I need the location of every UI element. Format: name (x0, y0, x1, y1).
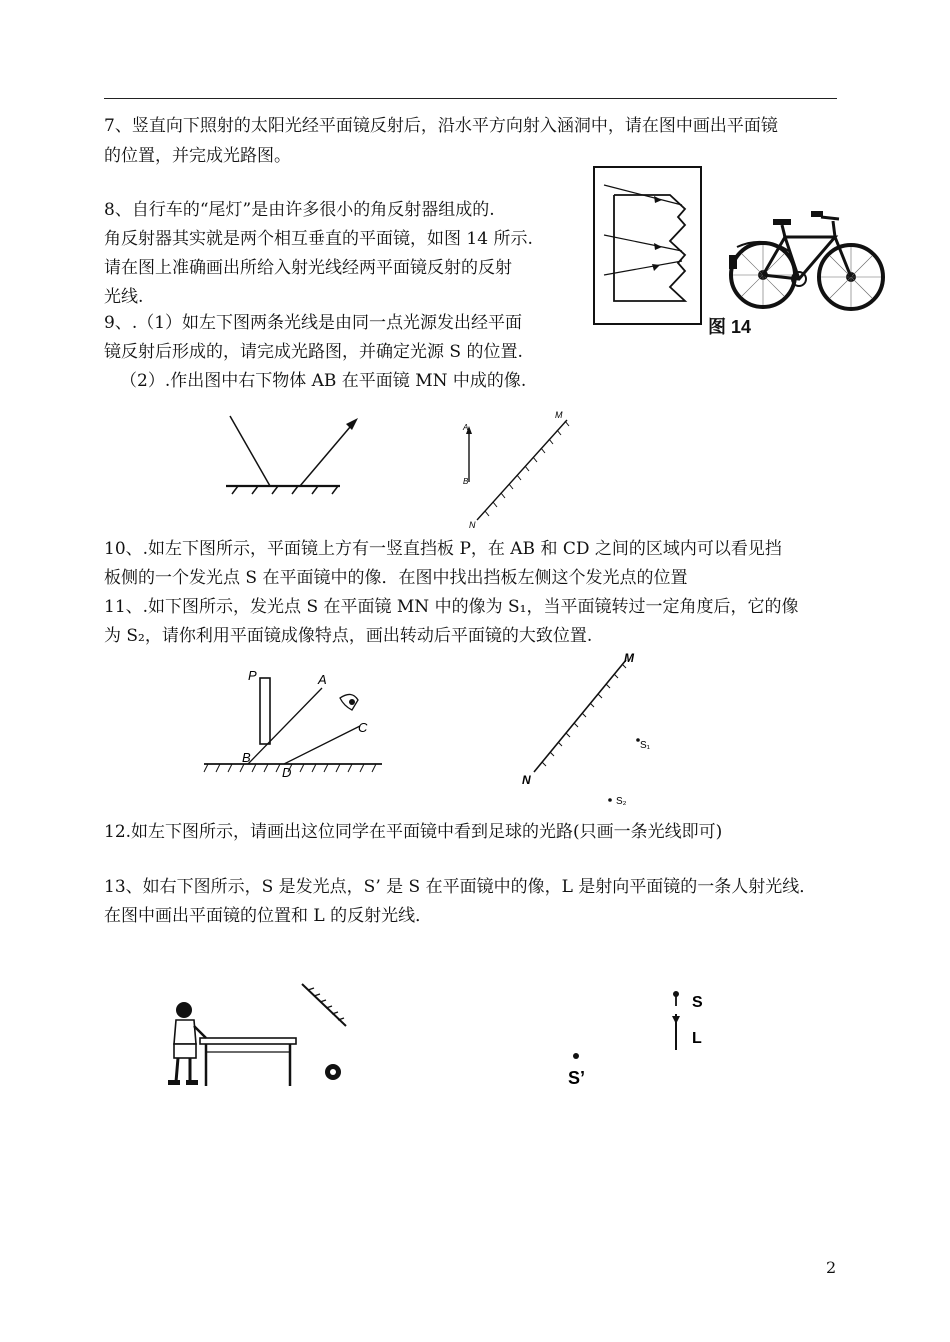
label-s: S (692, 994, 703, 1011)
source-image-ray-figure (560, 982, 720, 1092)
q7-line1: 7、竖直向下照射的太阳光经平面镜反射后，沿水平方向射入涵洞中，请在图中画出平面镜 (104, 116, 778, 136)
q8-line1: 8、自行车的“尾灯”是由许多很小的角反射器组成的. (104, 200, 495, 220)
q8-line3: 请在图上准确画出所给入射光线经两平面镜反射的反射 (104, 258, 512, 278)
fig14-caption: 图 14 (708, 317, 752, 337)
label-c: C (358, 720, 368, 735)
barrier-mirror-figure (200, 662, 385, 782)
two-rays-mirror-figure (222, 408, 372, 500)
label-p: P (248, 668, 257, 683)
label-s-prime: S’ (568, 1068, 586, 1088)
label-m: M (624, 651, 634, 665)
rotating-mirror-figure (518, 648, 668, 808)
label-m: M (555, 410, 563, 420)
q8-line2: 角反射器其实就是两个相互垂直的平面镜，如图 14 所示. (104, 229, 533, 249)
label-b: B (463, 477, 469, 486)
label-l: L (692, 1030, 702, 1047)
label-d: D (282, 765, 292, 780)
label-a: A (318, 672, 327, 687)
q9-line2: 镜反射后形成的，请完成光路图，并确定光源 S 的位置. (104, 342, 523, 362)
q13-line1: 13、如右下图所示，S 是发光点，S’ 是 S 在平面镜中的像，L 是射向平面镜的一条人射光线． (104, 877, 817, 897)
label-b: B (242, 750, 251, 765)
point-s-prime (573, 1053, 579, 1059)
label-a: A (463, 423, 469, 432)
q8-line4: 光线. (104, 287, 144, 307)
q9-line3: （2）.作出图中右下物体 AB 在平面镜 MN 中成的像. (120, 371, 527, 391)
q13-line2: 在图中画出平面镜的位置和 L 的反射光线． (104, 906, 433, 926)
student-table-ball-figure (160, 978, 350, 1098)
q10-line2: 板侧的一个发光点 S 在平面镜中的像．在图中找出挡板左侧这个发光点的位置 (104, 568, 688, 588)
q11-line1: 11、.如下图所示，发光点 S 在平面镜 MN 中的像为 S₁，当平面镜转过一定角度后，它的像 (104, 597, 799, 617)
label-n: N (522, 773, 531, 787)
q12-line1: 12.如左下图所示，请画出这位同学在平面镜中看到足球的光路(只画一条光线即可) (104, 822, 723, 842)
mirror-mn-object-ab-figure (455, 408, 575, 530)
page-number: 2 (826, 1258, 837, 1277)
bicycle-figure (727, 207, 885, 312)
label-s1: S₁ (640, 740, 651, 751)
q9-line1: 9、.（1）如左下图两条光线是由同一点光源发出经平面 (104, 313, 523, 333)
q10-line1: 10、.如左下图所示，平面镜上方有一竖直挡板 P，在 AB 和 CD 之间的区域内可以看见挡 (104, 539, 782, 559)
point-s2 (608, 798, 612, 802)
q11-line2: 为 S₂，请你利用平面镜成像特点，画出转动后平面镜的大致位置. (104, 626, 593, 646)
label-s2: S₂ (616, 796, 627, 807)
header-rule (104, 98, 837, 99)
corner-reflector-figure (592, 165, 704, 327)
label-n: N (469, 520, 476, 530)
q7-line2: 的位置，并完成光路图。 (104, 146, 291, 166)
